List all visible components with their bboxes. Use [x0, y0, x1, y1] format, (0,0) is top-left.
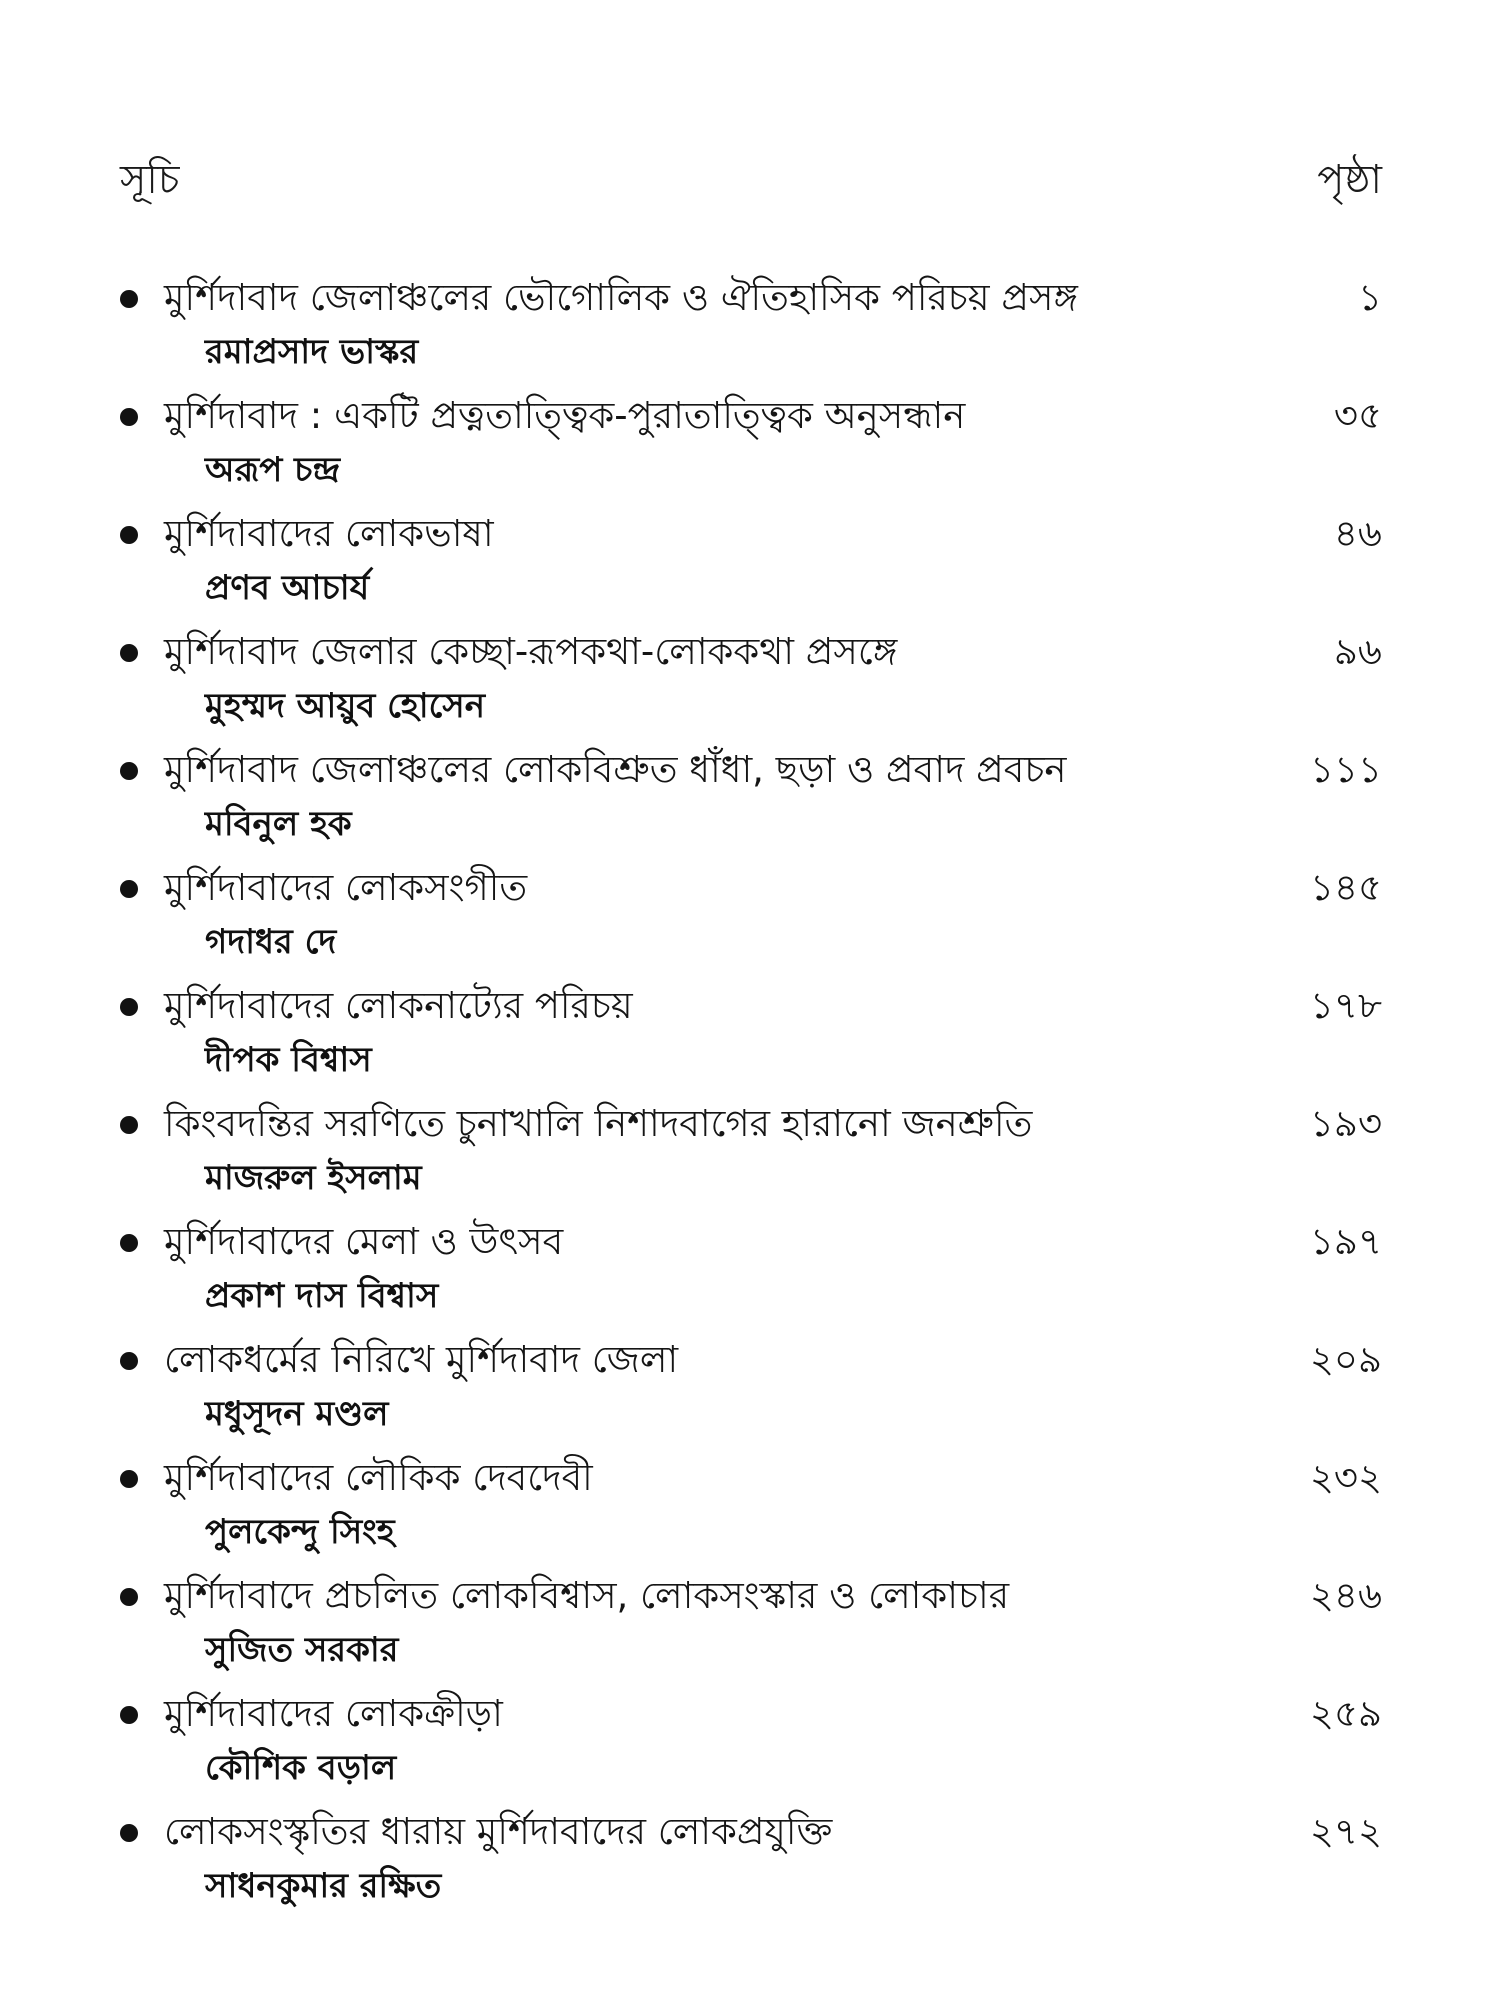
toc-entry-author: গদাধর দে [205, 922, 337, 962]
toc-entry-author: রমাপ্রসাদ ভাস্কর [205, 332, 419, 372]
toc-entry[interactable] [0, 1337, 1500, 1455]
bullet-icon [120, 1470, 138, 1488]
toc-entry[interactable] [0, 1101, 1500, 1219]
toc-entry-title: মুর্শিদাবাদের লোকসংগীত [164, 866, 528, 909]
toc-entry-page-number: ৪৬ [1333, 512, 1382, 555]
toc-entry-title-row [120, 629, 1382, 683]
toc-entry-author: সাধনকুমার রক্ষিত [205, 1866, 442, 1906]
page-column-heading: পৃষ্ঠা [1317, 157, 1382, 203]
toc-entry-page-number: ১৭৮ [1309, 984, 1382, 1027]
toc-entry-title: মুর্শিদাবাদ জেলাঞ্চলের ভৌগোলিক ও ঐতিহাসিক পরিচয় প্রসঙ্গ [164, 276, 1078, 319]
toc-entry-author: মাজরুল ইসলাম [205, 1158, 422, 1198]
toc-entry-page-number: ২৫৯ [1309, 1692, 1382, 1735]
toc-entry-title-row [120, 1219, 1382, 1273]
toc-entry-page-number: ২০৯ [1309, 1338, 1382, 1381]
toc-entry-title-row [120, 1337, 1382, 1391]
toc-entry-page-number: ১৪৫ [1309, 866, 1382, 909]
toc-entry-author: প্রণব আচার্য [205, 568, 370, 608]
toc-entry[interactable] [0, 1573, 1500, 1691]
toc-entry-title: মুর্শিদাবাদের মেলা ও উৎসব [164, 1220, 564, 1263]
toc-entry-title: মুর্শিদাবাদ জেলার কেচ্ছা-রূপকথা-লোককথা প্রসঙ্গে [164, 630, 898, 673]
toc-entry-author: অরূপ চন্দ্র [205, 450, 340, 490]
bullet-icon [120, 290, 138, 308]
toc-entry-title-row [120, 1809, 1382, 1863]
bullet-icon [120, 1588, 138, 1606]
toc-entry-title-row [120, 865, 1382, 919]
bullet-icon [120, 1706, 138, 1724]
toc-entry[interactable] [0, 1219, 1500, 1337]
toc-entry[interactable] [0, 983, 1500, 1101]
bullet-icon [120, 1352, 138, 1370]
toc-entry[interactable] [0, 865, 1500, 983]
toc-entry-title: মুর্শিদাবাদে প্রচলিত লোকবিশ্বাস, লোকসংস্কার ও লোকাচার [164, 1574, 1010, 1617]
toc-entry-title: মুর্শিদাবাদের লৌকিক দেবদেবী [164, 1456, 593, 1499]
bullet-icon [120, 1234, 138, 1252]
toc-entry-page-number: ১১১ [1309, 748, 1382, 791]
bullet-icon [120, 880, 138, 898]
toc-entry-page-number: ৯৬ [1333, 630, 1382, 673]
toc-entry-title: লোকসংস্কৃতির ধারায় মুর্শিদাবাদের লোকপ্রযুক্তি [164, 1810, 833, 1853]
toc-entry-title: মুর্শিদাবাদ : একটি প্রত্নতাত্ত্বিক-পুরাতাত্ত্বিক অনুসন্ধান [164, 394, 966, 437]
toc-entry-title: লোকধর্মের নিরিখে মুর্শিদাবাদ জেলা [164, 1338, 679, 1381]
toc-entry[interactable] [0, 1455, 1500, 1573]
toc-entry-title: মুর্শিদাবাদের লোকক্রীড়া [164, 1692, 503, 1735]
toc-entry[interactable] [0, 1691, 1500, 1809]
toc-entry-title: মুর্শিদাবাদের লোকনাট্যের পরিচয় [164, 984, 633, 1027]
toc-entry-title: কিংবদন্তির সরণিতে চুনাখালি নিশাদবাগের হারানো জনশ্রুতি [164, 1102, 1033, 1145]
toc-entry-title-row [120, 983, 1382, 1037]
bullet-icon [120, 1116, 138, 1134]
toc-entry-title-row [120, 511, 1382, 565]
toc-entry-author: সুজিত সরকার [205, 1630, 399, 1670]
toc-entry-title-row [120, 747, 1382, 801]
bullet-icon [120, 408, 138, 426]
contents-heading: সূচি [120, 157, 180, 203]
toc-entry-author: মধুসূদন মণ্ডল [205, 1394, 389, 1434]
bullet-icon [120, 998, 138, 1016]
toc-entry[interactable] [0, 393, 1500, 511]
toc-entry-page-number: ১৯৭ [1309, 1220, 1382, 1263]
toc-entry[interactable] [0, 511, 1500, 629]
toc-entry-author: দীপক বিশ্বাস [205, 1040, 372, 1080]
toc-entry-page-number: ১৯৩ [1309, 1102, 1382, 1145]
table-of-contents [0, 275, 1500, 1927]
toc-entry-author: কৌশিক বড়াল [205, 1748, 397, 1788]
toc-entry-title-row [120, 1691, 1382, 1745]
toc-entry-author: মবিনুল হক [205, 804, 352, 844]
bullet-icon [120, 1824, 138, 1842]
toc-entry-author: মুহম্মদ আয়ুব হোসেন [205, 686, 486, 726]
toc-entry-title: মুর্শিদাবাদের লোকভাষা [164, 512, 494, 555]
toc-entry[interactable] [0, 1809, 1500, 1927]
toc-entry-page-number: ৩৫ [1333, 394, 1382, 437]
toc-entry-author: পুলকেন্দু সিংহ [205, 1512, 395, 1552]
toc-entry-title-row [120, 275, 1382, 329]
bullet-icon [120, 762, 138, 780]
bullet-icon [120, 644, 138, 662]
bullet-icon [120, 526, 138, 544]
toc-entry-page-number: ২৪৬ [1309, 1574, 1382, 1617]
toc-entry-title: মুর্শিদাবাদ জেলাঞ্চলের লোকবিশ্রুত ধাঁধা, ছড়া ও প্রবাদ প্রবচন [164, 748, 1067, 791]
toc-entry-page-number: ২৭২ [1309, 1810, 1382, 1853]
toc-entry-page-number: ২৩২ [1309, 1456, 1382, 1499]
toc-entry-page-number: ১ [1357, 276, 1382, 319]
toc-entry-title-row [120, 1573, 1382, 1627]
toc-entry[interactable] [0, 275, 1500, 393]
toc-entry-title-row [120, 1101, 1382, 1155]
toc-entry-title-row [120, 1455, 1382, 1509]
toc-entry-title-row [120, 393, 1382, 447]
toc-entry[interactable] [0, 629, 1500, 747]
toc-entry[interactable] [0, 747, 1500, 865]
toc-entry-author: প্রকাশ দাস বিশ্বাস [205, 1276, 439, 1316]
